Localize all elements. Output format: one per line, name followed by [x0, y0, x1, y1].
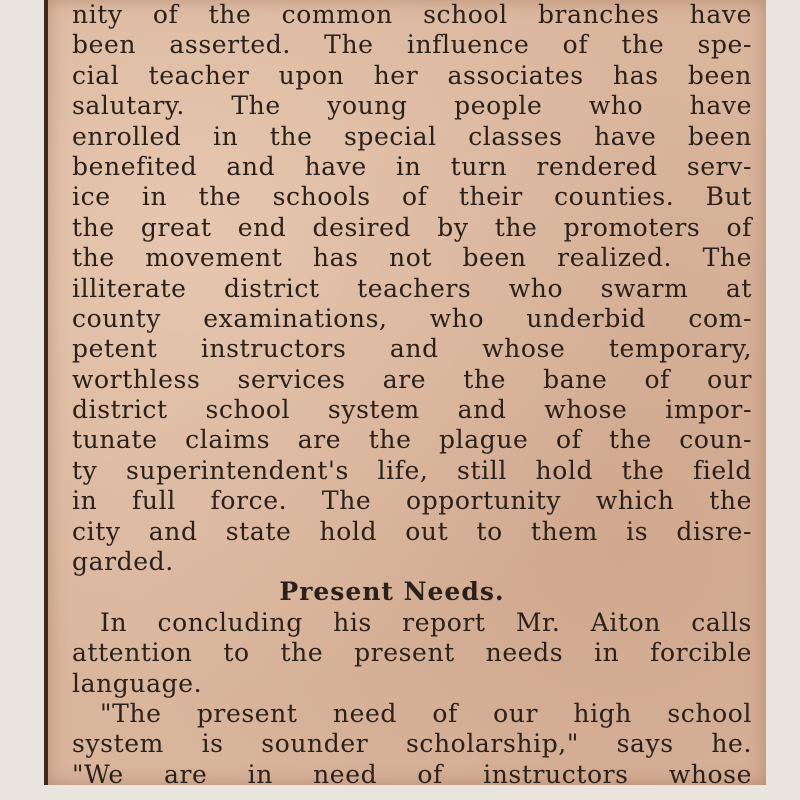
- text-line: petent instructors and whose temporary,: [72, 334, 752, 364]
- text-line: salutary. The young people who have: [72, 91, 752, 121]
- text-line: tunate claims are the plague of the coun-: [72, 425, 752, 455]
- text-line: benefited and have in turn rendered serv-: [72, 151, 752, 181]
- text-line: In concluding his report Mr. Aiton calls: [100, 607, 752, 637]
- text-line: the movement has not been realized. The: [72, 243, 752, 273]
- text-line: ice in the schools of their counties. But: [72, 182, 752, 212]
- text-line: "The present need of our high school: [100, 698, 752, 728]
- text-line: illiterate district teachers who swarm at: [72, 273, 752, 303]
- text-line: language.: [72, 668, 203, 698]
- text-line: enrolled in the special classes have been: [72, 121, 752, 151]
- text-line: worthless services are the bane of our: [72, 364, 752, 394]
- text-line: system is sounder scholarship," says he.: [72, 729, 752, 759]
- text-line: nity of the common school branches have: [72, 0, 752, 29]
- text-line: city and state hold out to them is disre-: [72, 516, 752, 546]
- section-heading: Present Needs.: [279, 577, 505, 607]
- newspaper-clipping: [44, 0, 766, 785]
- text-line: attention to the present needs in forcible: [72, 638, 752, 668]
- text-line: ty superintendent's life, still hold the field: [72, 455, 752, 485]
- text-line: district school system and whose impor-: [72, 395, 752, 425]
- text-line: garded.: [72, 547, 174, 577]
- text-line: county examinations, who underbid com-: [72, 303, 752, 333]
- text-line: in full force. The opportunity which the: [72, 486, 752, 516]
- text-line: "We are in need of instructors whose: [72, 759, 752, 785]
- text-line: been asserted. The influence of the spe-: [72, 30, 752, 60]
- text-line: the great end desired by the promoters of: [72, 212, 752, 242]
- article-text: [72, 0, 752, 785]
- text-line: cial teacher upon her associates has been: [72, 60, 752, 90]
